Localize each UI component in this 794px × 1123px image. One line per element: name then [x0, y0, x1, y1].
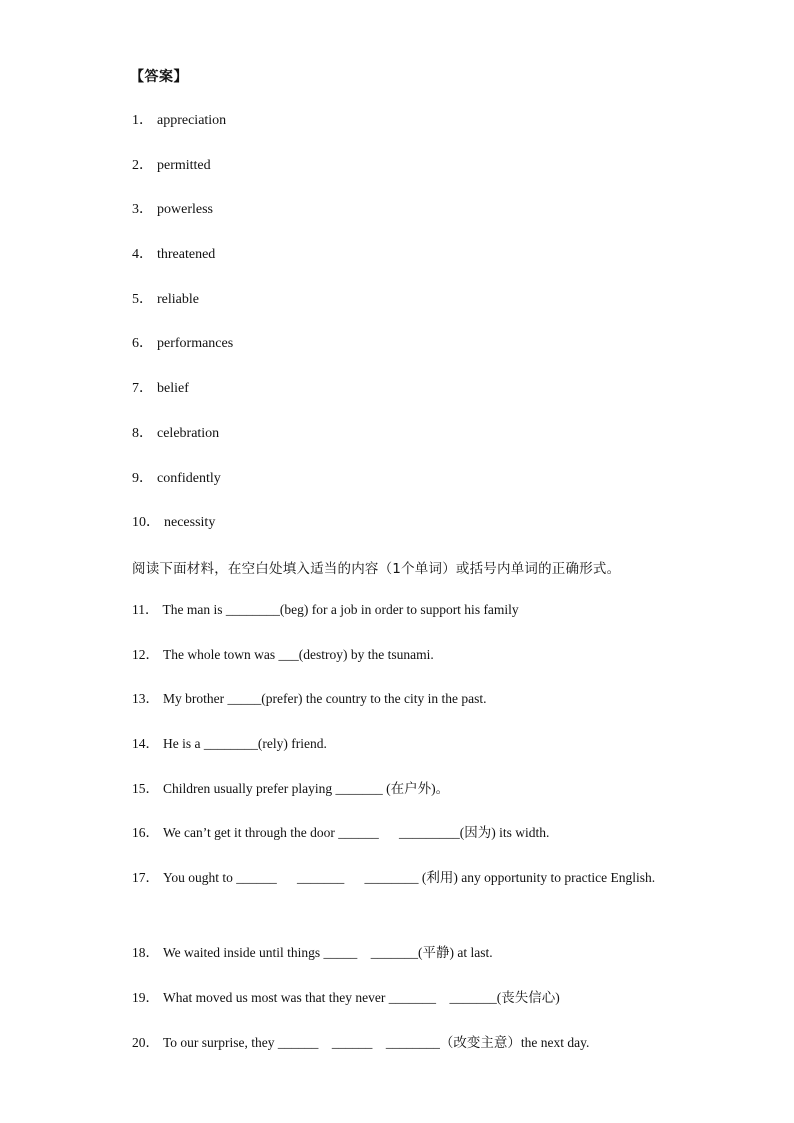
- instruction-text: 阅读下面材料，在空白处填入适当的内容（1个单词）或括号内单词的正确形式。: [132, 561, 621, 577]
- question-text: What moved us most was that they never _______ _______(丧失信心): [163, 989, 560, 1005]
- question-number: 12．: [132, 646, 159, 662]
- answer-text: belief: [157, 381, 189, 397]
- question-item: [132, 989, 662, 1034]
- question-item: [132, 601, 662, 646]
- answer-text: confidently: [157, 470, 221, 486]
- question-number: 15．: [132, 780, 159, 796]
- answer-number: 9．: [132, 470, 153, 486]
- answer-number: 3．: [132, 202, 153, 218]
- answer-item: [132, 380, 233, 425]
- answer-item: [132, 112, 233, 157]
- answer-text: reliable: [157, 291, 199, 307]
- question-number: 20．: [132, 1034, 159, 1050]
- question-text: The whole town was ___(destroy) by the tsunami.: [163, 646, 434, 662]
- question-number: 11．: [132, 602, 159, 617]
- question-number: 13．: [132, 691, 159, 707]
- question-item: [132, 646, 662, 691]
- question-number: 17．: [132, 870, 159, 886]
- question-text: You ought to ______ _______ ________ (利用) any opportunity to practice English.: [163, 870, 656, 886]
- answer-number: 10．: [132, 515, 160, 531]
- answer-text: permitted: [157, 157, 211, 173]
- answer-item: [132, 425, 233, 470]
- question-item: [132, 780, 662, 825]
- question-text: To our surprise, they ______ ______ ________（改变主意）the next day.: [163, 1034, 590, 1050]
- answer-item: [132, 246, 233, 291]
- answer-number: 1．: [132, 113, 153, 128]
- answer-text: appreciation: [157, 113, 227, 128]
- answer-number: 6．: [132, 336, 153, 352]
- answer-number: 2．: [132, 157, 153, 173]
- answer-item: [132, 157, 233, 202]
- question-item: [132, 1034, 662, 1079]
- answer-text: threatened: [157, 247, 216, 263]
- answer-text: necessity: [164, 515, 216, 531]
- answer-heading: 【答案】: [130, 69, 188, 85]
- question-number: 16．: [132, 825, 159, 841]
- question-text: Children usually prefer playing _______ (在户外)。: [163, 780, 450, 796]
- question-number: 19．: [132, 989, 159, 1005]
- answer-item: [132, 514, 233, 559]
- answer-text: celebration: [157, 425, 220, 441]
- question-item: [132, 690, 662, 735]
- answer-item: [132, 291, 233, 336]
- question-item: [132, 944, 662, 989]
- answer-item: [132, 470, 233, 515]
- question-text: He is a ________(rely) friend.: [163, 736, 327, 752]
- question-item: [132, 863, 662, 938]
- answer-item: [132, 201, 233, 246]
- answer-number: 4．: [132, 247, 153, 263]
- question-item: [132, 735, 662, 780]
- question-number: 14．: [132, 736, 159, 752]
- answer-text: performances: [157, 336, 234, 352]
- answer-item: [132, 335, 233, 380]
- question-text: We can’t get it through the door ______ _________(因为) its width.: [163, 825, 550, 841]
- question-number: 18．: [132, 945, 159, 961]
- answer-number: 5．: [132, 291, 153, 307]
- question-list: [132, 601, 662, 1078]
- answer-number: 7．: [132, 381, 153, 397]
- answer-list: [132, 112, 233, 559]
- question-text: We waited inside until things _____ _______(平静) at last.: [163, 945, 493, 961]
- answer-text: powerless: [157, 202, 213, 218]
- question-text: My brother _____(prefer) the country to the city in the past.: [163, 691, 487, 707]
- answer-number: 8．: [132, 425, 153, 441]
- question-text: The man is ________(beg) for a job in order to support his family: [162, 602, 519, 617]
